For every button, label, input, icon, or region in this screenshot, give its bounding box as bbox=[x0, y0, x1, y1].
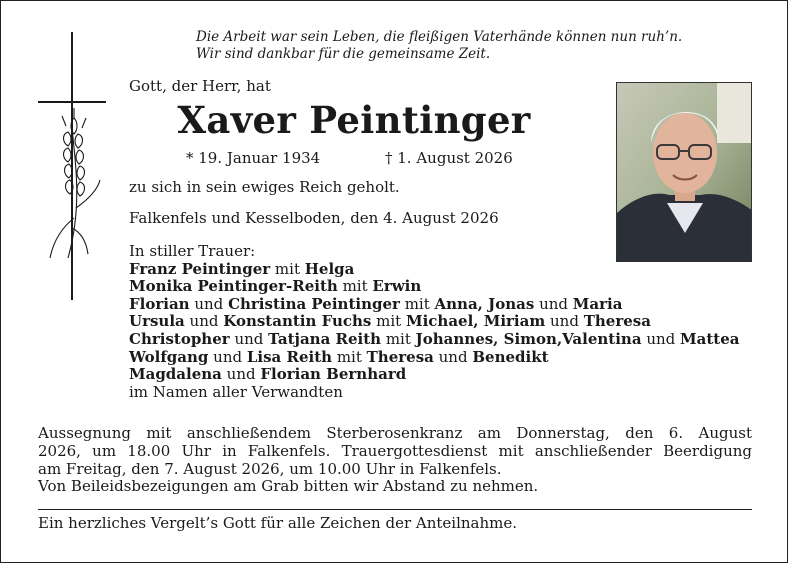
mourner-name: Florian Bernhard bbox=[260, 365, 407, 384]
mourner-name: Lisa Reith bbox=[246, 347, 333, 366]
mourner-connector: mit bbox=[399, 294, 435, 313]
portrait-photo bbox=[616, 82, 752, 262]
mourner-name: Christopher bbox=[129, 329, 230, 348]
mourner-name: Anna, Jonas bbox=[434, 294, 535, 313]
service-line: 2026, um 18.00 Uhr in Falkenfels. Trauergottesdienst mit anschließender Beerdigung bbox=[38, 441, 752, 460]
motto bbox=[196, 29, 776, 63]
intro-text: Gott, der Herr, hat bbox=[129, 77, 271, 95]
mourner-line bbox=[129, 296, 739, 314]
mourner-connector: und bbox=[433, 347, 473, 366]
mourner-name: Michael, Miriam bbox=[405, 312, 546, 331]
mourner-name: Franz Peintinger bbox=[129, 259, 271, 278]
mourner-connector: im Namen aller Verwandten bbox=[129, 382, 343, 401]
service-line: am Freitag, den 7. August 2026, um 10.00 Uhr in Falkenfels. bbox=[38, 459, 502, 478]
mourner-name: Theresa bbox=[583, 312, 651, 331]
mourner-line bbox=[129, 331, 739, 349]
motto-line: Die Arbeit war sein Leben, die fleißigen Vaterhände können nun ruh’n. bbox=[196, 29, 683, 45]
mourner-name: Tatjana Reith bbox=[268, 329, 382, 348]
mourning-intro: In stiller Trauer: bbox=[129, 242, 256, 260]
wheat-ear-icon bbox=[46, 108, 102, 268]
mourner-connector: und bbox=[184, 312, 224, 331]
mourner-connector: mit bbox=[332, 347, 367, 366]
mourner-name: Helga bbox=[304, 259, 355, 278]
mourner-name: Mattea bbox=[680, 329, 740, 348]
mourner-connector: mit bbox=[371, 312, 406, 331]
mourner-name: Wolfgang bbox=[129, 347, 209, 366]
mourner-line bbox=[129, 278, 739, 296]
mourner-line bbox=[129, 384, 739, 402]
divider bbox=[38, 509, 752, 510]
mourner-connector: und bbox=[545, 312, 584, 331]
mourner-name: Ursula bbox=[129, 312, 185, 331]
mourner-name: Christina Peintinger bbox=[228, 294, 400, 313]
mourner-connector: und bbox=[229, 329, 269, 348]
mourner-connector: und bbox=[641, 329, 681, 348]
death-date: † 1. August 2026 bbox=[385, 149, 513, 167]
mourner-connector: mit bbox=[381, 329, 416, 348]
deceased-name: Xaver Peintinger bbox=[177, 98, 531, 142]
mourner-name: Theresa bbox=[366, 347, 434, 366]
place-date: Falkenfels und Kesselboden, den 4. August 2026 bbox=[129, 209, 499, 227]
motto-line: Wir sind dankbar für die gemeinsame Zeit. bbox=[196, 46, 491, 62]
mourner-line bbox=[129, 366, 739, 384]
mourner-name: Benedikt bbox=[472, 347, 549, 366]
mourner-line bbox=[129, 349, 739, 367]
mourner-line bbox=[129, 261, 739, 279]
thanks-text: Ein herzliches Vergelt’s Gott für alle Zeichen der Anteilnahme. bbox=[38, 514, 518, 532]
mourner-name: Erwin bbox=[372, 277, 422, 296]
after-name-text: zu sich in sein ewiges Reich geholt. bbox=[129, 178, 400, 196]
service-line: Aussegnung mit anschließendem Sterberosenkranz am Donnerstag, den 6. August bbox=[38, 424, 752, 442]
mourner-name: Konstantin Fuchs bbox=[223, 312, 372, 331]
mourners-list bbox=[129, 243, 739, 401]
mourner-connector: mit bbox=[270, 259, 305, 278]
mourner-name: Florian bbox=[129, 294, 190, 313]
service-info bbox=[38, 425, 752, 496]
mourner-name: Monika Peintinger-Reith bbox=[129, 277, 338, 296]
service-line: Von Beileidsbezeigungen am Grab bitten wir Abstand zu nehmen. bbox=[38, 477, 539, 496]
mourner-connector: und bbox=[221, 365, 261, 384]
mourner-name: Johannes, Simon,Valentina bbox=[415, 329, 642, 348]
mourner-connector: und bbox=[208, 347, 247, 366]
birth-date: * 19. Januar 1934 bbox=[186, 149, 321, 167]
mourner-line bbox=[129, 313, 739, 331]
mourner-connector: und bbox=[534, 294, 573, 313]
mourner-name: Magdalena bbox=[129, 365, 222, 384]
mourner-connector: und bbox=[189, 294, 229, 313]
mourner-connector: mit bbox=[337, 277, 373, 296]
cross-bar bbox=[38, 101, 106, 103]
mourner-name: Maria bbox=[572, 294, 623, 313]
